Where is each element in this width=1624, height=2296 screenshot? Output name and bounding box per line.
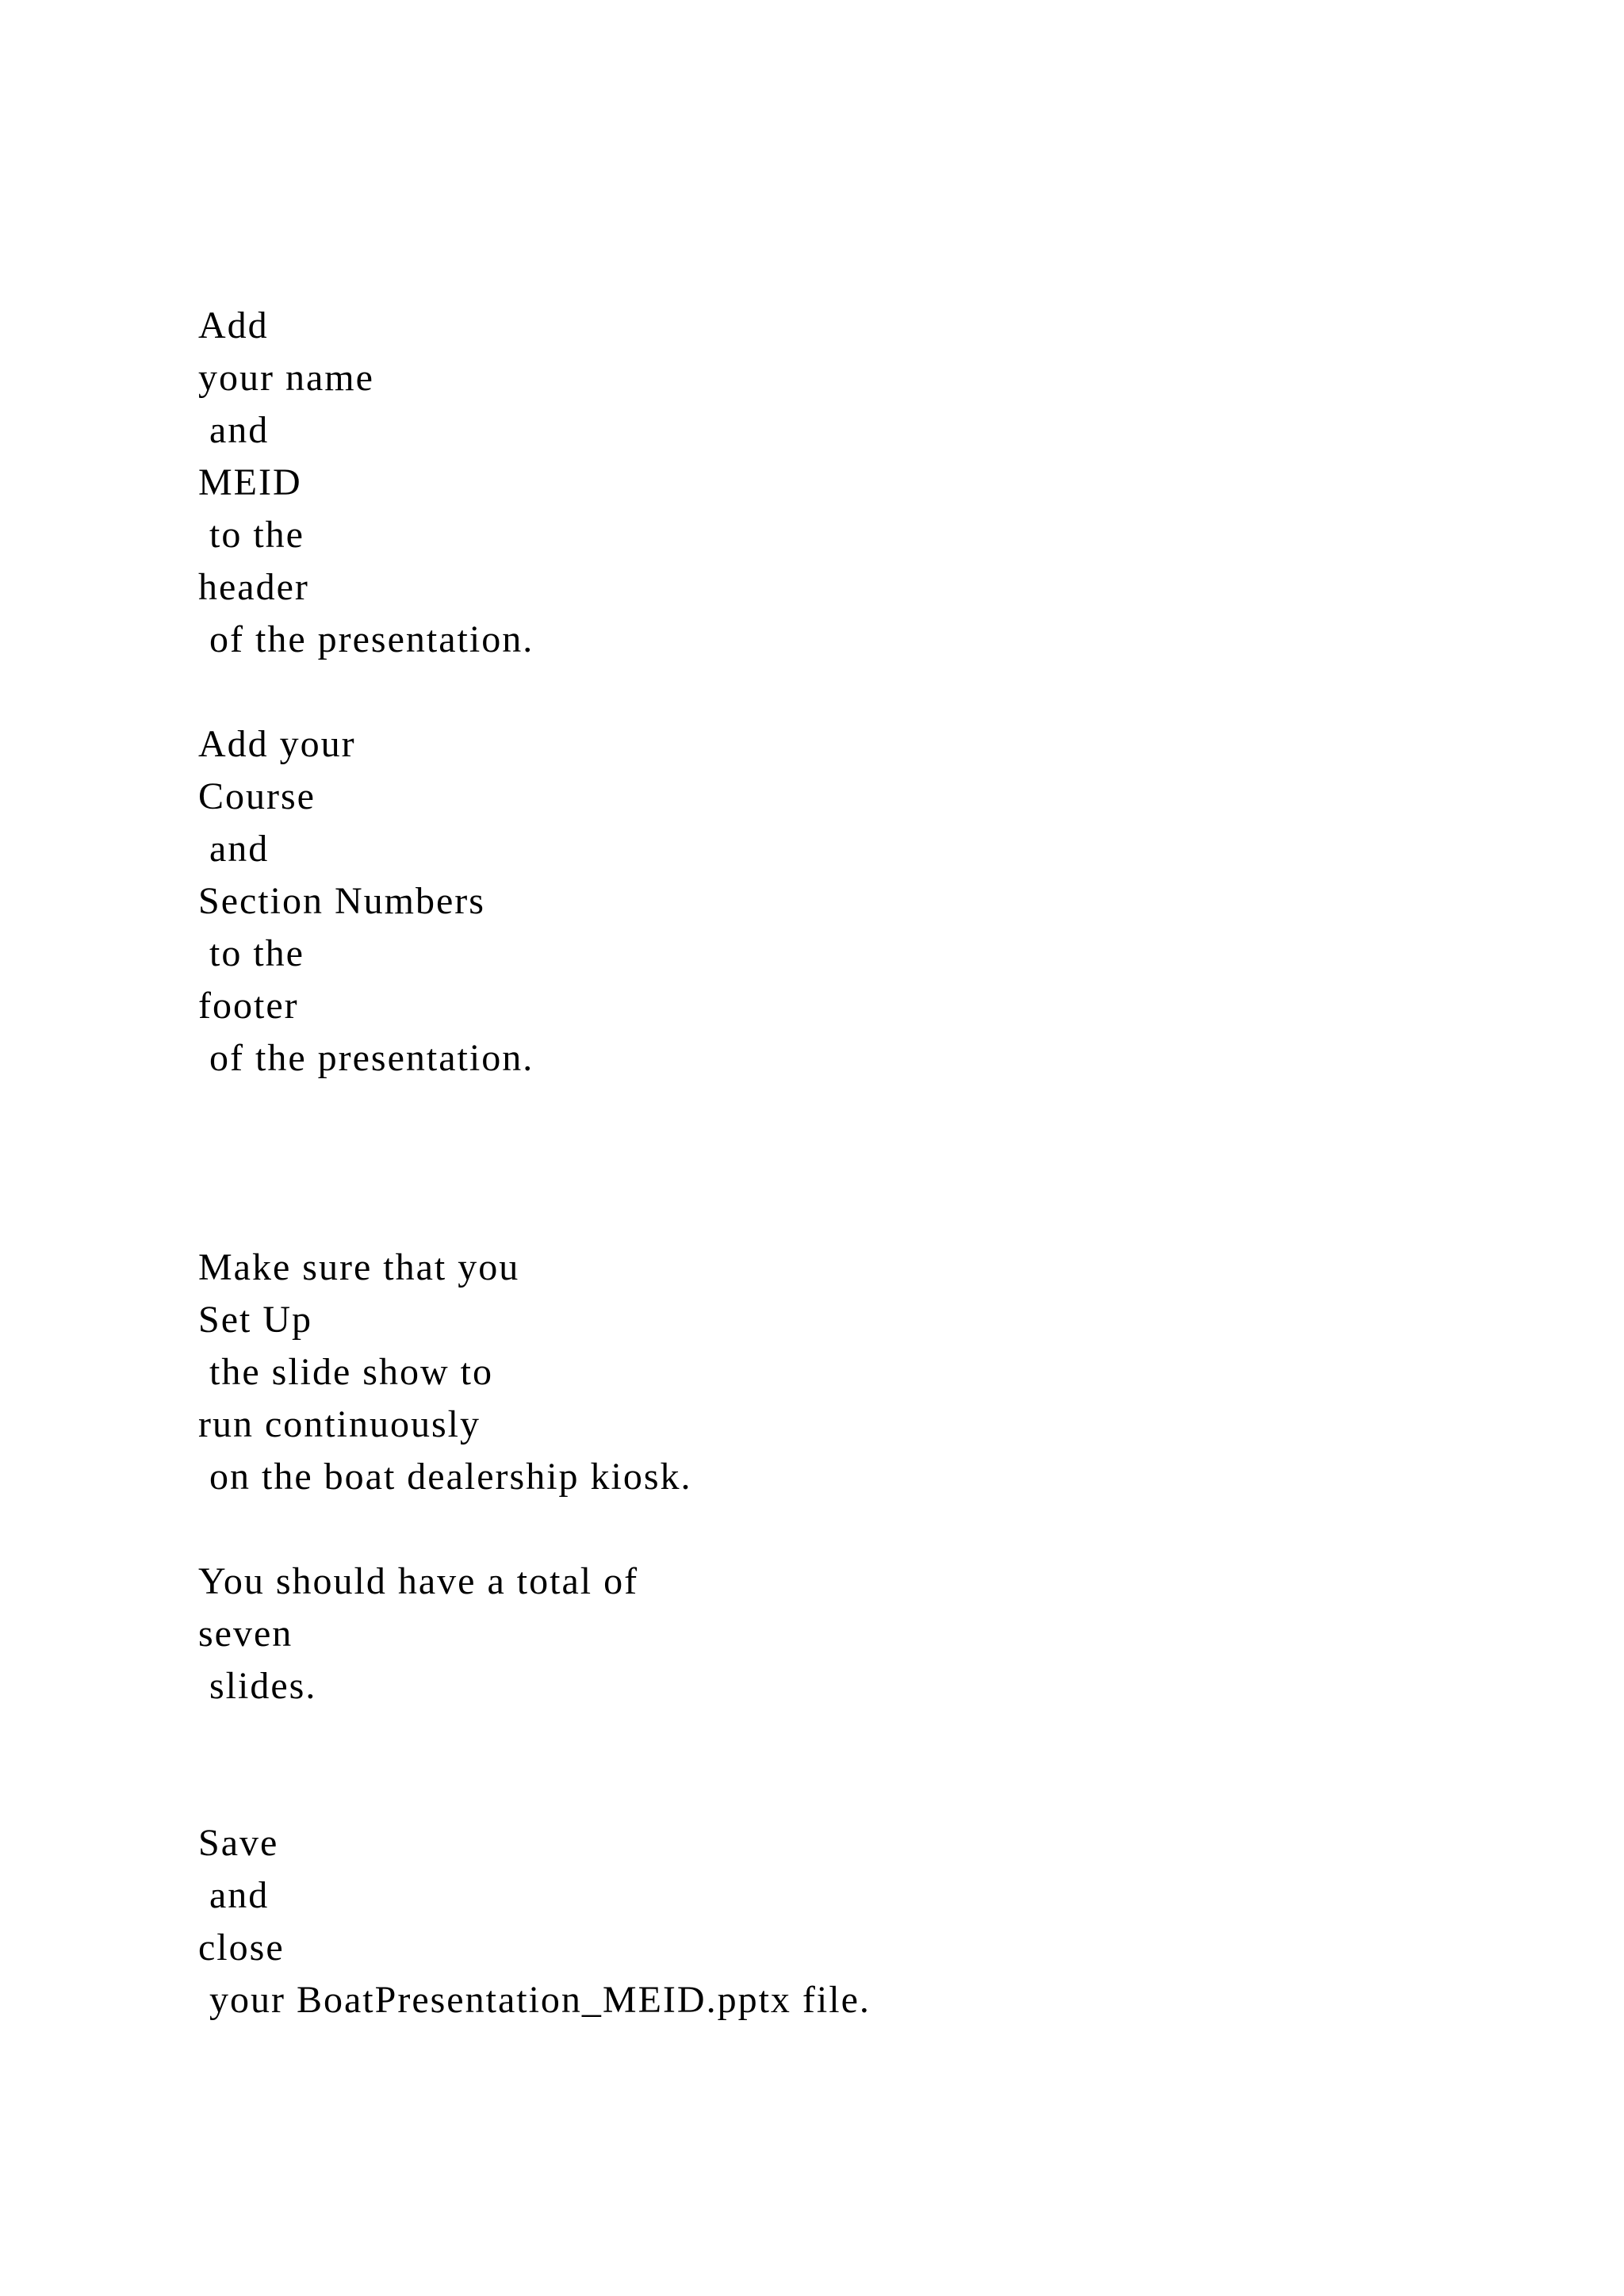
paragraph-slideshow-instruction <box>198 1242 1546 1503</box>
paragraph-spacer <box>198 1085 1546 1242</box>
text-line: of the presentation. <box>198 1037 534 1079</box>
text-line: and <box>198 828 270 870</box>
paragraph-header-instruction <box>198 300 1546 666</box>
text-line: seven <box>198 1613 293 1655</box>
text-line: run continuously <box>198 1403 481 1445</box>
paragraph-footer-instruction <box>198 718 1546 1085</box>
text-line: Add <box>198 304 269 346</box>
text-line: your name <box>198 357 374 399</box>
text-line: Section Numbers <box>198 880 485 922</box>
text-line: on the boat dealership kiosk. <box>198 1456 692 1498</box>
paragraph-spacer <box>198 666 1546 718</box>
text-line: footer <box>198 985 299 1027</box>
text-line: Save <box>198 1822 279 1864</box>
paragraph-save-instruction <box>198 1817 1546 2026</box>
text-line: your BoatPresentation_MEID.pptx file. <box>198 1979 871 2021</box>
text-line: to the <box>198 932 304 974</box>
text-line: to the <box>198 514 304 556</box>
text-line: and <box>198 409 270 451</box>
text-line: Set Up <box>198 1299 312 1341</box>
text-line: Course <box>198 775 316 817</box>
text-line: close <box>198 1927 285 1969</box>
text-line: header <box>198 566 309 608</box>
text-line: and <box>198 1874 270 1916</box>
paragraph-spacer <box>198 1712 1546 1817</box>
document-body <box>198 300 1546 2026</box>
paragraph-slide-count <box>198 1556 1546 1712</box>
text-line: of the presentation. <box>198 618 534 660</box>
text-line: Add your <box>198 723 356 765</box>
text-line: You should have a total of <box>198 1560 639 1602</box>
paragraph-spacer <box>198 1503 1546 1556</box>
text-line: the slide show to <box>198 1351 493 1393</box>
text-line: slides. <box>198 1665 317 1707</box>
text-line: Make sure that you <box>198 1246 520 1288</box>
text-line: MEID <box>198 461 302 503</box>
